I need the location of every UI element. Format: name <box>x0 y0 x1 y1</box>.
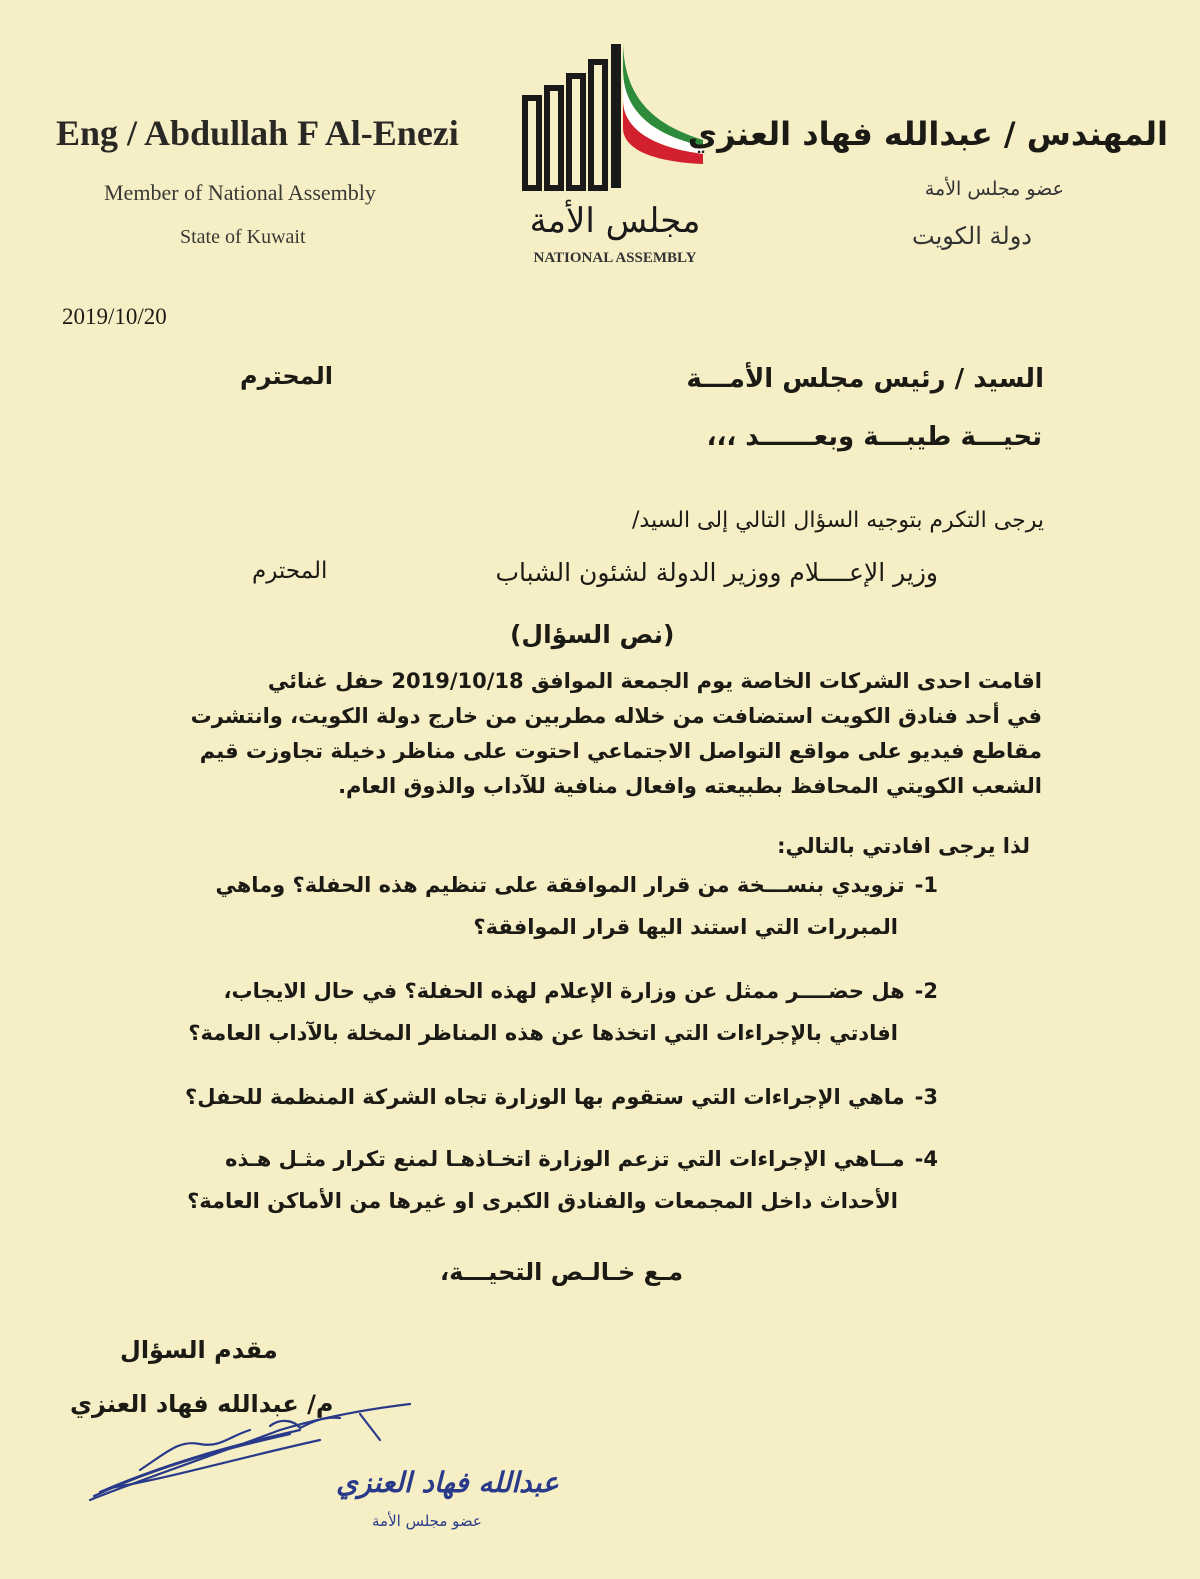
question-line: افادتي بالإجراءات التي اتخذها عن هذه المناظر المخلة بالآداب العامة؟ <box>188 1021 898 1045</box>
body-line: الشعب الكويتي المحافظ بطبيعته وافعال منافية للآداب والذوق العام. <box>338 774 1042 798</box>
ar-sender-name: المهندس / عبدالله فهاد العنزي <box>687 115 1168 153</box>
signature-label: مقدم السؤال <box>120 1336 278 1364</box>
stamp-role: عضو مجلس الأمة <box>372 1512 482 1530</box>
question-number: 3- <box>914 1085 938 1109</box>
body-line: مقاطع فيديو على مواقع التواصل الاجتماعي احتوت على مناظر دخيلة تجاوزت قيم <box>199 739 1042 763</box>
question-item-1 <box>215 864 938 948</box>
question-item-4 <box>187 1138 938 1222</box>
body-line: اقامت احدى الشركات الخاصة يوم الجمعة الموافق 2019/10/18 حفل غنائي <box>267 669 1042 693</box>
ar-sender-role: عضو مجلس الأمة <box>924 178 1064 200</box>
closing-greeting: مـع خـالـص التحيـــة، <box>440 1258 684 1286</box>
letter-date: 2019/10/20 <box>62 304 167 329</box>
signature-name: م/ عبدالله فهاد العنزي <box>70 1390 334 1418</box>
question-line: ماهي الإجراءات التي ستقوم بها الوزارة تجاه الشركة المنظمة للحفل؟ <box>185 1085 905 1109</box>
request-intro: يرجى التكرم بتوجيه السؤال التالي إلى السيد/ <box>632 508 1044 533</box>
minister-honorific: المحترم <box>252 558 328 584</box>
question-number: 2- <box>914 979 938 1003</box>
ar-sender-state: دولة الكويت <box>912 222 1032 250</box>
question-line: هل حضــــر ممثل عن وزارة الإعلام لهذه الحفلة؟ في حال الايجاب، <box>223 979 905 1003</box>
stamp-name: عبدالله فهاد العنزي <box>336 1466 559 1499</box>
assembly-emblem-icon <box>515 40 715 275</box>
greeting: تحيـــة طيبـــة وبعــــــد ،،، <box>706 422 1042 452</box>
en-sender-role: Member of National Assembly <box>104 180 376 205</box>
national-assembly-logo <box>515 40 715 275</box>
addressee-honorific: المحترم <box>240 362 333 390</box>
logo-caption: NATIONAL ASSEMBLY <box>533 250 697 266</box>
addressee: السيد / رئيس مجلس الأمـــة <box>686 364 1044 394</box>
questions-intro: لذا يرجى افادتي بالتالي: <box>777 834 1030 858</box>
minister-title: وزير الإعــــلام ووزير الدولة لشئون الشباب <box>495 558 938 587</box>
en-sender-name: Eng / Abdullah F Al-Enezi <box>56 113 459 153</box>
question-line: الأحداث داخل المجمعات والفنادق الكبرى او غيرها من الأماكن العامة؟ <box>187 1189 898 1213</box>
question-number: 1- <box>914 873 938 897</box>
question-item-2 <box>188 970 938 1054</box>
en-sender-state: State of Kuwait <box>180 226 306 248</box>
question-line: تزويدي بنســـخة من قرار الموافقة على تنظيم هذه الحفلة؟ وماهي <box>215 873 905 897</box>
question-line: المبررات التي استند اليها قرار الموافقة؟ <box>473 915 898 939</box>
body-line: في أحد فنادق الكويت استضافت من خلاله مطربين من خارج دولة الكويت، وانتشرت <box>190 704 1042 728</box>
question-number: 4- <box>914 1147 938 1171</box>
question-heading: (نص السؤال) <box>510 620 675 649</box>
question-line: مــاهي الإجراءات التي تزعم الوزارة اتخـاذهـا لمنع تكرار مثـل هـذه <box>225 1147 905 1171</box>
question-item-3 <box>185 1076 938 1118</box>
logo-arabic-text: مجلس الأمة <box>529 201 701 241</box>
question-body <box>172 664 1042 804</box>
